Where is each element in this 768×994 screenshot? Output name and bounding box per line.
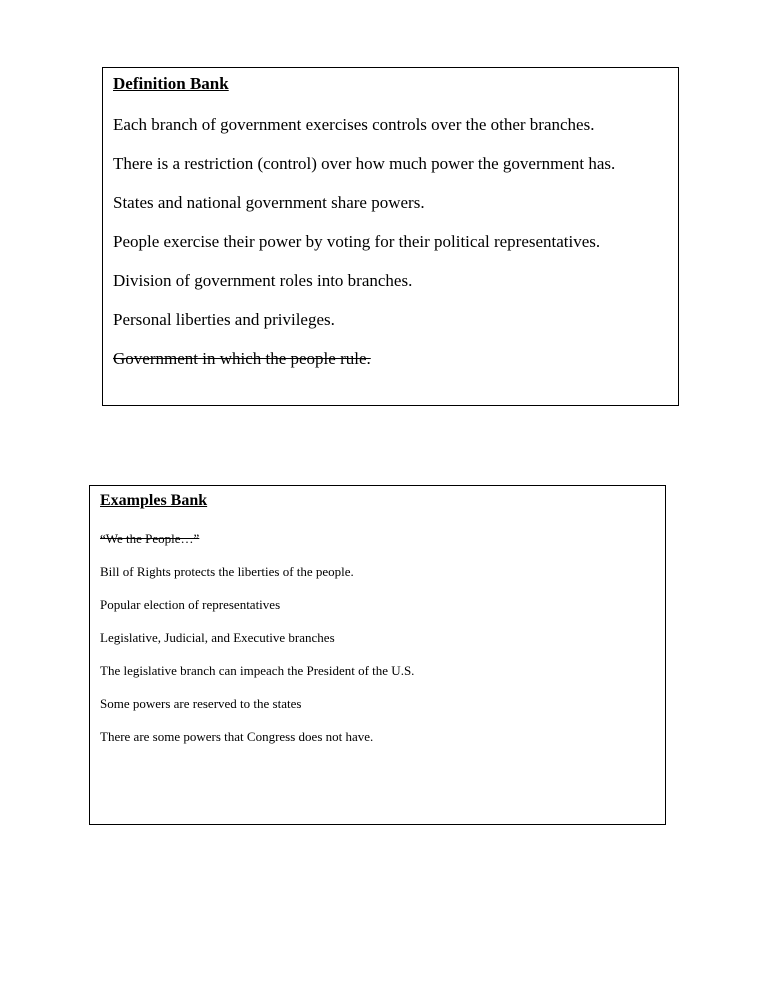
definition-item: Personal liberties and privileges. [113,310,335,329]
definition-bank-title: Definition Bank [113,74,229,93]
definition-bank-list [113,115,668,369]
example-item: “We the People…” [100,531,200,546]
examples-bank-list [100,531,655,745]
example-item: The legislative branch can impeach the President of the U.S. [100,663,415,678]
example-item: Legislative, Judicial, and Executive branches [100,630,335,645]
definition-item: Each branch of government exercises controls over the other branches. [113,115,595,134]
definition-item: People exercise their power by voting for their political representatives. [113,232,601,251]
definition-item: Government in which the people rule. [113,349,371,368]
definition-item: Division of government roles into branches. [113,271,413,290]
example-item: There are some powers that Congress does not have. [100,729,374,744]
definition-bank-box [102,67,679,406]
example-item: Bill of Rights protects the liberties of the people. [100,564,354,579]
examples-bank-box [89,485,666,825]
definition-item: States and national government share powers. [113,193,425,212]
definition-item: There is a restriction (control) over how much power the government has. [113,154,616,173]
examples-bank-title: Examples Bank [100,492,208,509]
example-item: Some powers are reserved to the states [100,696,302,711]
example-item: Popular election of representatives [100,597,281,612]
